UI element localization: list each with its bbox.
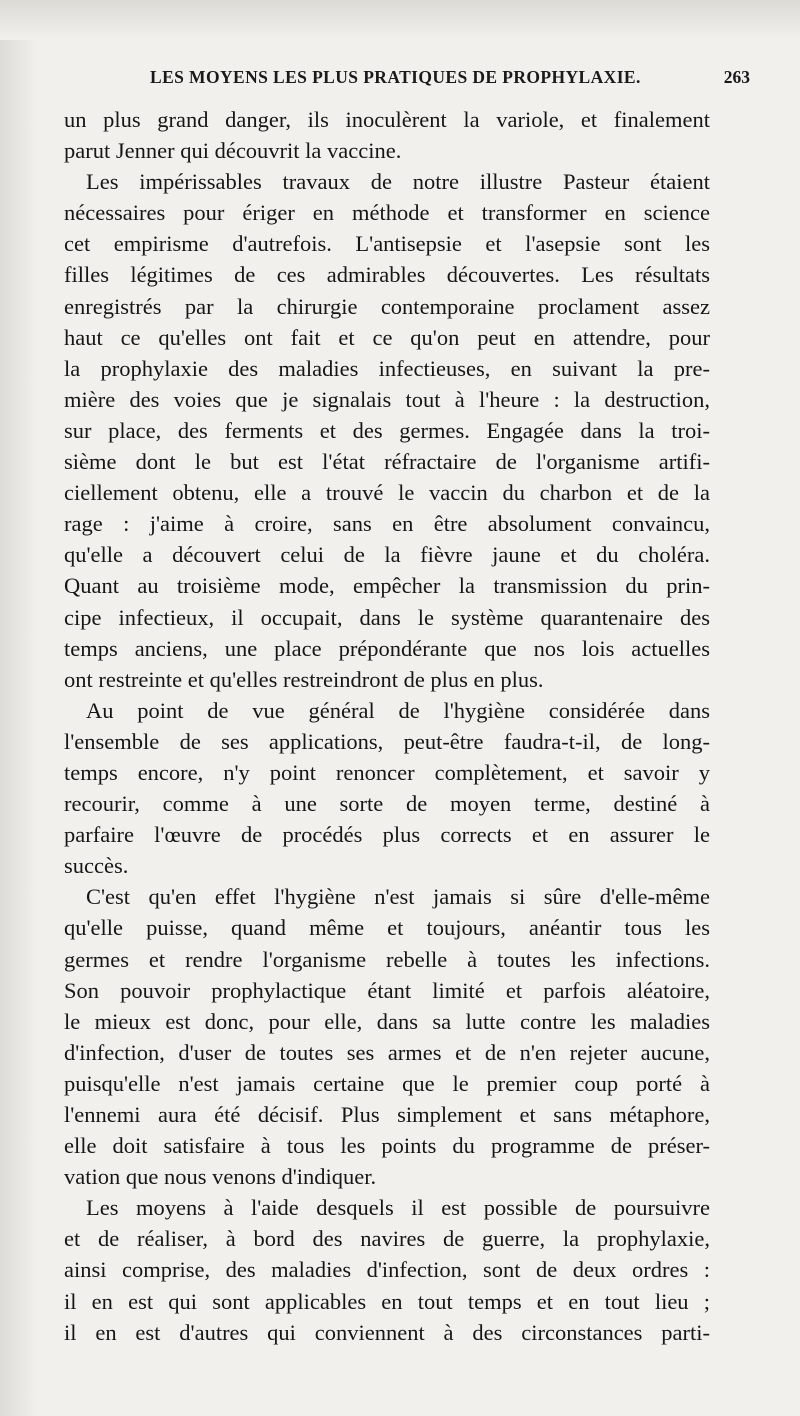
text-line: ciellement obtenu, elle a trouvé le vaccin du charbon et de la xyxy=(64,480,710,506)
text-line: succès. xyxy=(64,853,129,879)
text-line: et de réaliser, à bord des navires de guerre, la prophylaxie, xyxy=(64,1226,710,1252)
text-line: cipe infectieux, il occupait, dans le système quarantenaire des xyxy=(64,604,710,630)
text-line: filles légitimes de ces admirables découvertes. Les résultats xyxy=(64,262,710,288)
text-line: nécessaires pour ériger en méthode et transformer en science xyxy=(64,200,710,226)
body-text xyxy=(64,104,710,1348)
text-line: il en est qui sont applicables en tout temps et en tout lieu ; xyxy=(64,1288,710,1314)
text-line: vation que nous venons d'indiquer. xyxy=(64,1164,377,1190)
text-line: la prophylaxie des maladies infectieuses, en suivant la pre- xyxy=(64,355,710,381)
text-line: parfaire l'œuvre de procédés plus corrects et en assurer le xyxy=(64,822,710,848)
text-line: Quant au troisième mode, empêcher la transmission du prin- xyxy=(64,573,710,599)
running-title: LES MOYENS LES PLUS PRATIQUES DE PROPHYLAXIE. xyxy=(150,67,641,87)
text-line: temps encore, n'y point renoncer complètement, et savoir y xyxy=(64,759,710,785)
text-line: sième dont le but est l'état réfractaire de l'organisme artifi- xyxy=(64,449,710,475)
text-line: haut ce qu'elles ont fait et ce qu'on peut en attendre, pour xyxy=(64,324,710,350)
text-line: le mieux est donc, pour elle, dans sa lutte contre les maladies xyxy=(64,1008,710,1034)
text-line: il en est d'autres qui conviennent à des circonstances parti- xyxy=(64,1319,710,1345)
text-line: puisqu'elle n'est jamais certaine que le premier coup porté à xyxy=(64,1070,710,1096)
text-line: temps anciens, une place prépondérante que nos lois actuelles xyxy=(64,635,710,661)
text-line: ont restreinte et qu'elles restreindront de plus en plus. xyxy=(64,666,544,692)
text-line: enregistrés par la chirurgie contemporaine proclament assez xyxy=(64,293,710,319)
text-line: recourir, comme à une sorte de moyen terme, destiné à xyxy=(64,791,710,817)
text-line: l'ennemi aura été décisif. Plus simplement et sans métaphore, xyxy=(64,1102,710,1127)
text-line: cet empirisme d'autrefois. L'antisepsie et l'asepsie sont les xyxy=(64,231,710,257)
page-number: 263 xyxy=(723,67,750,87)
text-line: ainsi comprise, des maladies d'infection, sont de deux ordres : xyxy=(64,1257,710,1283)
text-line: C'est qu'en effet l'hygiène n'est jamais si sûre d'elle-même xyxy=(86,884,710,910)
text-line: d'infection, d'user de toutes ses armes et de n'en rejeter aucune, xyxy=(64,1039,710,1065)
text-line: sur place, des ferments et des germes. Engagée dans la troi- xyxy=(64,417,710,443)
page-shadow-left xyxy=(0,0,38,1416)
text-line: germes et rendre l'organisme rebelle à toutes les infections. xyxy=(64,946,710,972)
text-line: Au point de vue général de l'hygiène considérée dans xyxy=(86,697,710,723)
page-header xyxy=(150,67,750,93)
text-line: Les impérissables travaux de notre illustre Pasteur étaient xyxy=(86,169,710,195)
text-line: qu'elle a découvert celui de la fièvre jaune et du choléra. xyxy=(64,542,710,568)
text-line: rage : j'aime à croire, sans en être absolument convaincu, xyxy=(64,511,710,537)
text-line: l'ensemble de ses applications, peut-être faudra-t-il, de long- xyxy=(64,728,710,754)
text-line: parut Jenner qui découvrit la vaccine. xyxy=(64,138,402,164)
page-shadow-top xyxy=(0,0,800,40)
text-line: Les moyens à l'aide desquels il est possible de poursuivre xyxy=(86,1195,710,1221)
text-line: mière des voies que je signalais tout à l'heure : la destruction, xyxy=(64,386,710,412)
text-line: un plus grand danger, ils inoculèrent la variole, et finalement xyxy=(64,107,710,132)
text-line: Son pouvoir prophylactique étant limité et parfois aléatoire, xyxy=(64,977,710,1003)
text-line: elle doit satisfaire à tous les points du programme de préser- xyxy=(64,1133,710,1159)
text-line: qu'elle puisse, quand même et toujours, anéantir tous les xyxy=(64,915,710,941)
